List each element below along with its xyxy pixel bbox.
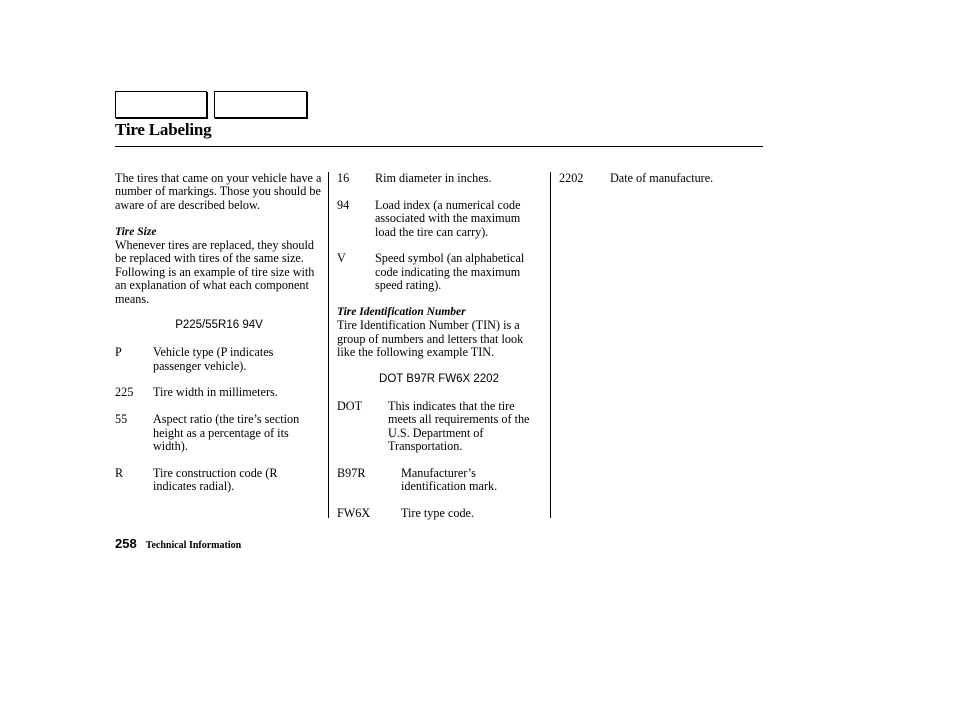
definition-term: R bbox=[115, 465, 124, 480]
page-title: Tire Labeling bbox=[115, 120, 212, 139]
definition-desc: Date of manufacture. bbox=[610, 171, 714, 185]
definition-item bbox=[337, 400, 541, 454]
column-3 bbox=[559, 172, 759, 185]
tire-size-heading: Tire Size bbox=[115, 225, 157, 238]
definition-desc: Manufacturer’s identification mark. bbox=[401, 465, 498, 494]
definition-item bbox=[337, 199, 541, 239]
definition-item bbox=[115, 346, 323, 373]
header-tab-box-right bbox=[214, 91, 307, 118]
definition-term: P bbox=[115, 345, 122, 360]
column-2 bbox=[337, 172, 541, 520]
definition-term: V bbox=[337, 251, 346, 266]
column-1 bbox=[115, 172, 323, 494]
definition-term: FW6X bbox=[337, 506, 371, 521]
definition-desc: Tire construction code (R indicates radial). bbox=[153, 465, 278, 494]
definition-item bbox=[337, 252, 541, 292]
section-name: Technical Information bbox=[145, 540, 242, 551]
intro-paragraph: The tires that came on your vehicle have a number of markings. Those you should be aware of are described below. bbox=[115, 171, 322, 212]
tin-heading: Tire Identification Number bbox=[337, 306, 466, 319]
page-footer bbox=[115, 536, 241, 551]
definition-item bbox=[559, 172, 759, 185]
column-divider-2 bbox=[550, 172, 551, 518]
page-number: 258 bbox=[115, 536, 137, 551]
tire-size-example: P225/55R16 94V bbox=[175, 319, 263, 332]
definition-item bbox=[337, 507, 541, 520]
tin-paragraph: Tire Identification Number (TIN) is a group of numbers and letters that look like the following example TIN. bbox=[337, 318, 524, 360]
definition-term: 94 bbox=[337, 197, 350, 212]
definition-item bbox=[115, 386, 323, 399]
definition-desc: Aspect ratio (the tire’s section height as a percentage of its width). bbox=[153, 412, 300, 454]
definition-desc: Load index (a numerical code associated with the maximum load the tire can carry). bbox=[375, 197, 521, 239]
definition-desc: Tire type code. bbox=[401, 506, 474, 521]
definition-item bbox=[337, 467, 541, 494]
header-tab-box-left bbox=[115, 91, 207, 118]
definition-term: 55 bbox=[115, 412, 128, 427]
definition-term: 225 bbox=[115, 385, 134, 400]
definition-item bbox=[115, 413, 323, 453]
column-divider-1 bbox=[328, 172, 329, 518]
definition-item bbox=[115, 467, 323, 494]
definition-desc: Speed symbol (an alphabetical code indicating the maximum speed rating). bbox=[375, 251, 525, 293]
definition-term: B97R bbox=[337, 465, 366, 480]
definition-term: DOT bbox=[337, 398, 363, 413]
definition-term: 16 bbox=[337, 171, 350, 185]
definition-item bbox=[337, 172, 541, 185]
definition-desc: Tire width in millimeters. bbox=[153, 385, 278, 400]
definition-desc: Rim diameter in inches. bbox=[375, 171, 492, 185]
title-rule bbox=[115, 146, 763, 147]
tin-example: DOT B97R FW6X 2202 bbox=[379, 373, 499, 386]
definition-desc: This indicates that the tire meets all requirements of the U.S. Department of Transportation. bbox=[388, 398, 530, 454]
definition-term: 2202 bbox=[559, 171, 584, 185]
definition-desc: Vehicle type (P indicates passenger vehicle). bbox=[153, 345, 274, 373]
tire-size-paragraph: Whenever tires are replaced, they should be replaced with tires of the same size. Following is an example of tire size with an explanation of what each component means. bbox=[115, 238, 315, 306]
